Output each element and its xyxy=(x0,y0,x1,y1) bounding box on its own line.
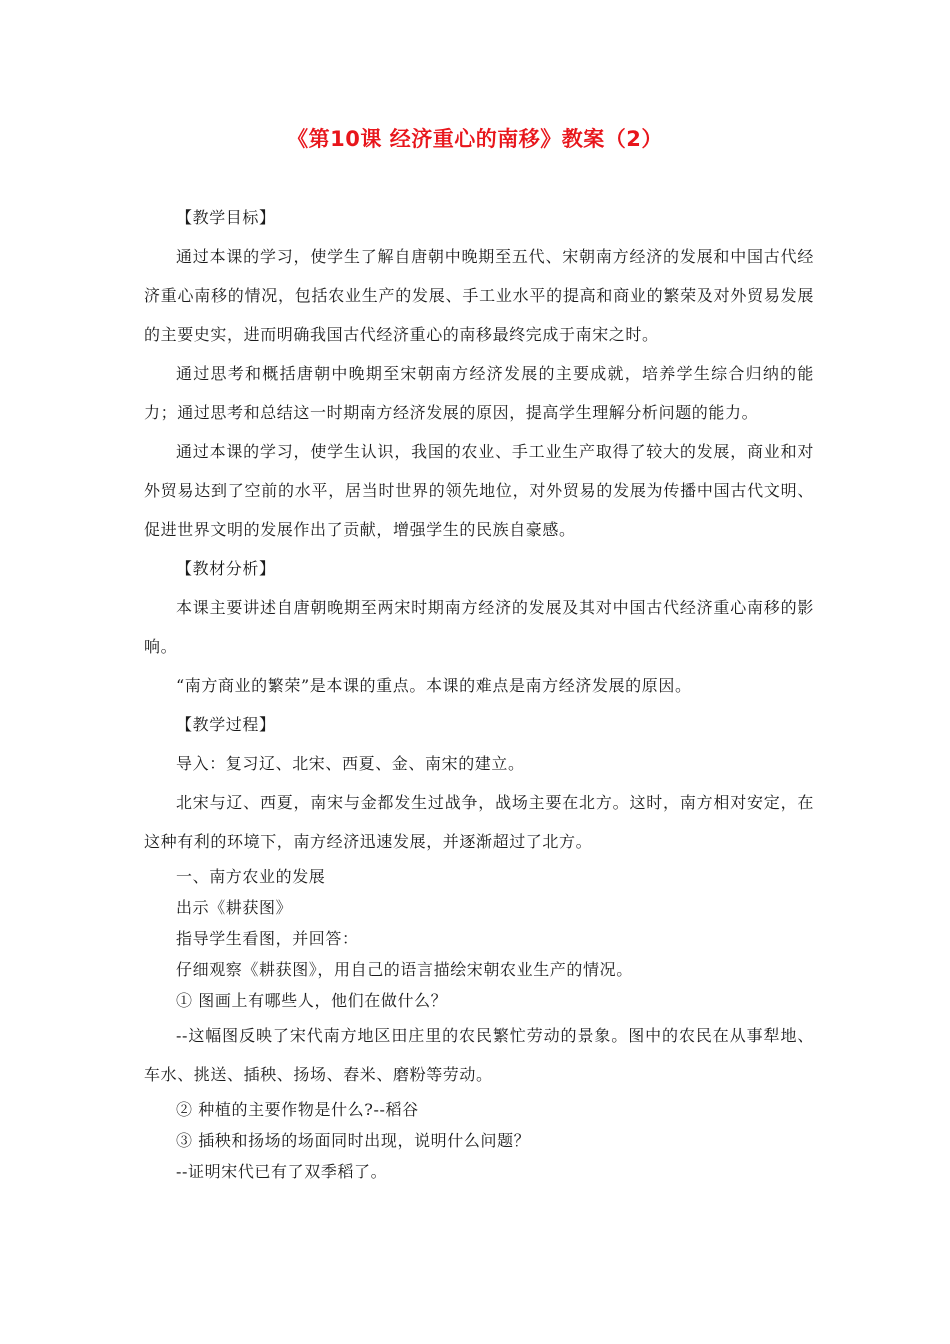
paragraph: 本课主要讲述自唐朝晚期至两宋时期南方经济的发展及其对中国古代经济重心南移的影响。 xyxy=(144,598,814,656)
section-heading-analysis: 【教材分析】 xyxy=(176,559,276,578)
question-item: ② 种植的主要作物是什么?--稻谷 xyxy=(176,1100,419,1119)
paragraph: “南方商业的繁荣”是本课的重点。本课的难点是南方经济发展的原因。 xyxy=(176,676,692,695)
paragraph: 指导学生看图，并回答： xyxy=(176,929,359,948)
answer-paragraph: --证明宋代已有了双季稻了。 xyxy=(176,1162,388,1181)
paragraph: 通过思考和概括唐朝中晚期至宋朝南方经济发展的主要成就，培养学生综合归纳的能力；通过思考和总结这一时期南方经济发展的原因，提高学生理解分析问题的能力。 xyxy=(144,364,814,422)
paragraph: 出示《耕获图》 xyxy=(176,898,293,917)
page-title: 《第10课 经济重心的南移》教案（2） xyxy=(287,127,663,151)
section-heading-process: 【教学过程】 xyxy=(176,715,276,734)
question-item: ① 图画上有哪些人，他们在做什么？ xyxy=(176,991,448,1010)
paragraph: 通过本课的学习，使学生认识，我国的农业、手工业生产取得了较大的发展，商业和对外贸易达到了空前的水平，居当时世界的领先地位，对外贸易的发展为传播中国古代文明、促进世界文明的发展作出了贡献，增强学生的民族自豪感。 xyxy=(144,442,814,539)
question-item: ③ 插秧和扬场的场面同时出现，说明什么问题？ xyxy=(176,1131,531,1150)
section-heading-objectives: 【教学目标】 xyxy=(176,208,276,227)
paragraph: 仔细观察《耕获图》，用自己的语言描绘宋朝农业生产的情况。 xyxy=(176,960,633,979)
paragraph: 通过本课的学习，使学生了解自唐朝中晚期至五代、宋朝南方经济的发展和中国古代经济重心南移的情况，包括农业生产的发展、手工业水平的提高和商业的繁荣及对外贸易发展的主要史实，进而明确我国古代经济重心的南移最终完成于南宋之时。 xyxy=(144,247,814,344)
subsection-heading: 一、南方农业的发展 xyxy=(176,867,326,886)
document-body xyxy=(144,198,814,1187)
paragraph: 导入：复习辽、北宋、西夏、金、南宋的建立。 xyxy=(176,754,525,773)
paragraph: 北宋与辽、西夏，南宋与金都发生过战争，战场主要在北方。这时，南方相对安定，在这种有利的环境下，南方经济迅速发展，并逐渐超过了北方。 xyxy=(144,793,814,851)
answer-paragraph: --这幅图反映了宋代南方地区田庄里的农民繁忙劳动的景象。图中的农民在从事犁地、车水、挑送、插秧、扬场、舂米、磨粉等劳动。 xyxy=(144,1026,814,1084)
